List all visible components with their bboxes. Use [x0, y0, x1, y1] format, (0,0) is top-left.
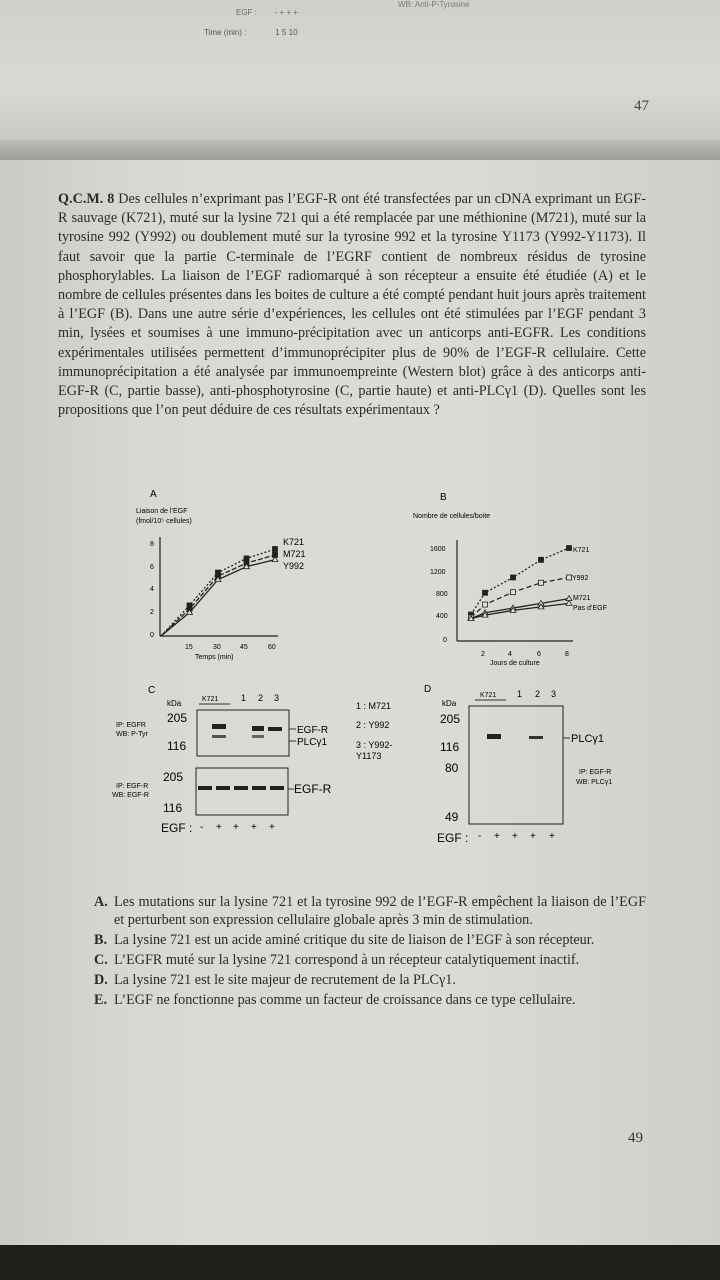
figure-d-egf-sign: +	[512, 831, 518, 842]
figure-c-bottom-wb: WB: EGF-R	[112, 792, 149, 799]
option-text: L’EGFR muté sur la lysine 721 correspond à un récepteur catalytiquement inactif.	[114, 952, 580, 968]
figure-c-kda: kDa	[167, 699, 182, 708]
answer-options	[94, 893, 646, 1011]
prev-wb-label: WB: Anti-P-Tyrosine	[398, 0, 470, 9]
figure-a-xtick: 45	[240, 644, 248, 651]
figure-c-legend: 2 : Y992	[356, 720, 390, 730]
figure-c-legend: 1 : M721	[356, 701, 392, 711]
figure-c-label: C	[148, 685, 156, 696]
figure-c-band-egfr: EGF-R	[297, 725, 329, 736]
figure-a-legend-m721: M721	[283, 549, 306, 559]
figure-c-egf-sign: -	[200, 822, 204, 833]
figure-a	[136, 489, 306, 661]
figure-a-ytick: 4	[150, 586, 154, 593]
figure-c-band	[252, 735, 264, 738]
prev-time-row: Time (min) : 1 5 10	[204, 28, 298, 37]
figure-d-egf-sign: -	[478, 831, 482, 842]
figure-c-top-marker: 205	[167, 711, 188, 725]
figure-b-plot	[468, 546, 572, 621]
option-letter: A.	[94, 894, 108, 910]
figure-d-egf-sign: +	[530, 831, 536, 842]
figure-a-plot	[161, 547, 278, 636]
figure-c-band	[252, 726, 264, 731]
figure-a-legend-y992: Y992	[283, 561, 305, 571]
figure-d-wb: WB: PLCγ1	[576, 779, 613, 786]
option-d	[94, 971, 646, 989]
prev-page-number: 47	[634, 98, 649, 114]
option-a	[94, 893, 646, 929]
figure-d-marker: 205	[440, 712, 461, 726]
figure-a-ylabel-1: Liaison de l’EGF	[136, 508, 188, 515]
figure-c-lane-3: 3	[274, 693, 280, 703]
option-letter: D.	[94, 972, 108, 988]
figure-b-xtick: 2	[481, 651, 485, 658]
figure-c-egf-sign: +	[269, 822, 275, 833]
data-point	[511, 575, 516, 580]
figure-c-band	[268, 727, 282, 731]
figure-d-marker: 116	[440, 740, 460, 754]
option-text: L’EGF ne fonctionne pas comme un facteur de croissance dans ce type cellulaire.	[114, 992, 576, 1008]
question-label: Q.C.M. 8	[58, 191, 115, 207]
figure-b-ytick: 1200	[430, 569, 446, 576]
figure-d-blot	[469, 706, 563, 824]
figure-a-ytick: 2	[150, 609, 154, 616]
figure-d-lane-1: 1	[517, 689, 523, 699]
figure-d-kda: kDa	[442, 699, 457, 708]
figure-a-ylabel-2: (fmol/10⁵ cellules)	[136, 518, 192, 525]
option-text: La lysine 721 est un acide aminé critique du site de liaison de l’EGF à son récepteur.	[114, 932, 595, 948]
figure-c-band	[212, 724, 226, 729]
option-b	[94, 931, 646, 949]
figure-b-ytick: 800	[436, 591, 448, 598]
figure-b-ylabel: Nombre de cellules/boite	[413, 513, 491, 520]
option-text: Les mutations sur la lysine 721 et la tyrosine 992 de l’EGF-R empêchent la liaison de l’EGF et perturbent son expression cellulaire globale après 3 min de stimulation.	[114, 894, 646, 928]
figure-c-top-wb: WB: P-Tyr	[116, 731, 148, 738]
figure-c-bottom-ip: IP: EGF-R	[116, 783, 149, 790]
figure-c-egf-sign: +	[216, 822, 222, 833]
data-point	[244, 556, 249, 561]
figure-c-top-marker: 116	[167, 739, 187, 753]
figure-a-ytick: 0	[150, 632, 154, 639]
figure-c-egf-sign: +	[251, 822, 257, 833]
figure-a-xtick: 30	[213, 644, 221, 651]
figure-d-ip: IP: EGF-R	[579, 769, 612, 776]
figure-b-label-m721: M721	[573, 595, 591, 602]
option-letter: B.	[94, 932, 108, 948]
figure-c-band	[212, 735, 226, 738]
figure-d-band	[529, 736, 543, 739]
figure-c-legend: Y1173	[356, 751, 382, 761]
figure-a-xtick: 15	[185, 644, 193, 651]
figure-a-ytick: 8	[150, 541, 154, 548]
series-line	[161, 555, 275, 636]
figure-c-lane-k721: K721	[202, 696, 219, 703]
data-point	[567, 575, 572, 580]
figure-d-label: D	[424, 684, 432, 695]
figure-c-egf-sign: +	[233, 822, 239, 833]
prev-egf-row: EGF : - + + +	[236, 8, 299, 17]
figure-c-bottom-marker: 116	[163, 801, 183, 815]
data-point	[273, 547, 278, 552]
figure-b-label-y992: Y992	[572, 575, 589, 582]
option-e	[94, 991, 646, 1009]
figure-a-label: A	[150, 489, 157, 500]
figure-c-lane-2: 2	[258, 693, 264, 703]
question-body: Des cellules n’exprimant pas l’EGF-R ont été transfectées par un cDNA exprimant un EGF-R sauvage (K721), muté sur la lysine 721 qui a été remplacée par une méthionine (M721), muté sur la tyrosine 992 (Y992) ou doublement muté sur la tyrosine 992 et la tyrosine Y1173 (Y992-Y1173). Il faut savoir que la partie C-terminale de l’EGRF contient de nombreux résidus de tyrosine phosphorylables. La liaison de l’EGF radiomarqué à son récepteur a ensuite été étudiée (A) et le nombre de cellules présentes dans les boites de culture a été compté pendant huit jours après traitement à l’EGF (B). Dans une autre série d’expériences, les cellules ont été stimulées par l’EGF pendant 3 min, lysées et soumises à une immuno-précipitation avec un anticorps anti-EGFR. Les conditions expérimentales utilisées permettent d’immunoprécipiter plus de 90% de l’EGF-R cellulaire. Cette immunoprécipitation a été analysée par immunoempreinte (Western blot) grâce à des anticorps anti-EGF-R (C, partie basse), anti-phosphotyrosine (C, partie haute) et anti-PLCγ1 (D). Quelles sont les propositions que l’on peut déduire de ces résultats expérimentaux ?	[58, 191, 647, 419]
figure-b-xtick: 4	[508, 651, 512, 658]
figure-c-band	[198, 786, 212, 790]
figure-d-egf-label: EGF :	[437, 831, 469, 845]
figure-c-top-blot	[197, 710, 289, 756]
figure-d-egf-sign: +	[494, 831, 500, 842]
figure-c-bottom-band: EGF-R	[294, 782, 332, 796]
figure-c-lane-1: 1	[241, 693, 247, 703]
option-c	[94, 951, 646, 969]
option-letter: C.	[94, 952, 108, 968]
figure-b	[413, 492, 607, 667]
figure-c-egf-label: EGF :	[161, 821, 193, 835]
figure-a-xlabel: Temps (min)	[195, 654, 234, 661]
figure-c	[112, 685, 392, 835]
figure-d-egf-sign: +	[549, 831, 555, 842]
figure-d-band-label: PLCγ1	[571, 733, 605, 745]
data-point	[539, 580, 544, 585]
figure-c-band-plc: PLCγ1	[297, 737, 328, 748]
data-point	[539, 557, 544, 562]
data-point	[566, 600, 572, 605]
figure-c-band	[252, 786, 266, 790]
figure-b-label-k721: K721	[573, 547, 590, 554]
option-letter: E.	[94, 992, 108, 1008]
figure-b-label-no-egf: Pas d’EGF	[573, 605, 607, 612]
figure-c-bottom-blot	[196, 768, 288, 815]
figure-c-band	[234, 786, 248, 790]
figure-c-bottom-marker: 205	[163, 770, 184, 784]
figure-a-xtick: 60	[268, 644, 276, 651]
figure-b-ytick: 0	[443, 637, 447, 644]
figure-c-band	[270, 786, 284, 790]
series-line	[161, 549, 275, 636]
page-number: 49	[628, 1130, 643, 1146]
figure-b-xtick: 8	[565, 651, 569, 658]
figure-d-marker: 49	[445, 810, 459, 824]
data-point	[483, 590, 488, 595]
option-text: La lysine 721 est le site majeur de recrutement de la PLCγ1.	[114, 972, 456, 988]
data-point	[511, 590, 516, 595]
figure-b-xlabel: Jours de culture	[490, 660, 540, 667]
figure-a-ytick: 6	[150, 564, 154, 571]
figure-b-xtick: 6	[537, 651, 541, 658]
figure-d-band	[487, 734, 501, 739]
data-point	[567, 546, 572, 551]
figure-d	[424, 684, 612, 845]
figure-b-ytick: 1600	[430, 546, 446, 553]
figure-c-legend: 3 : Y992-	[356, 740, 393, 750]
figure-d-lane-3: 3	[551, 689, 557, 699]
figure-d-lane-k721: K721	[480, 692, 497, 699]
figure-b-label: B	[440, 492, 447, 503]
figure-d-marker: 80	[445, 761, 459, 775]
figure-b-ytick: 400	[436, 613, 448, 620]
figure-d-lane-2: 2	[535, 689, 541, 699]
figure-a-legend-k721: K721	[283, 537, 305, 547]
figure-c-top-ip: IP: EGFR	[116, 722, 146, 729]
figure-c-band	[216, 786, 230, 790]
data-point	[483, 602, 488, 607]
